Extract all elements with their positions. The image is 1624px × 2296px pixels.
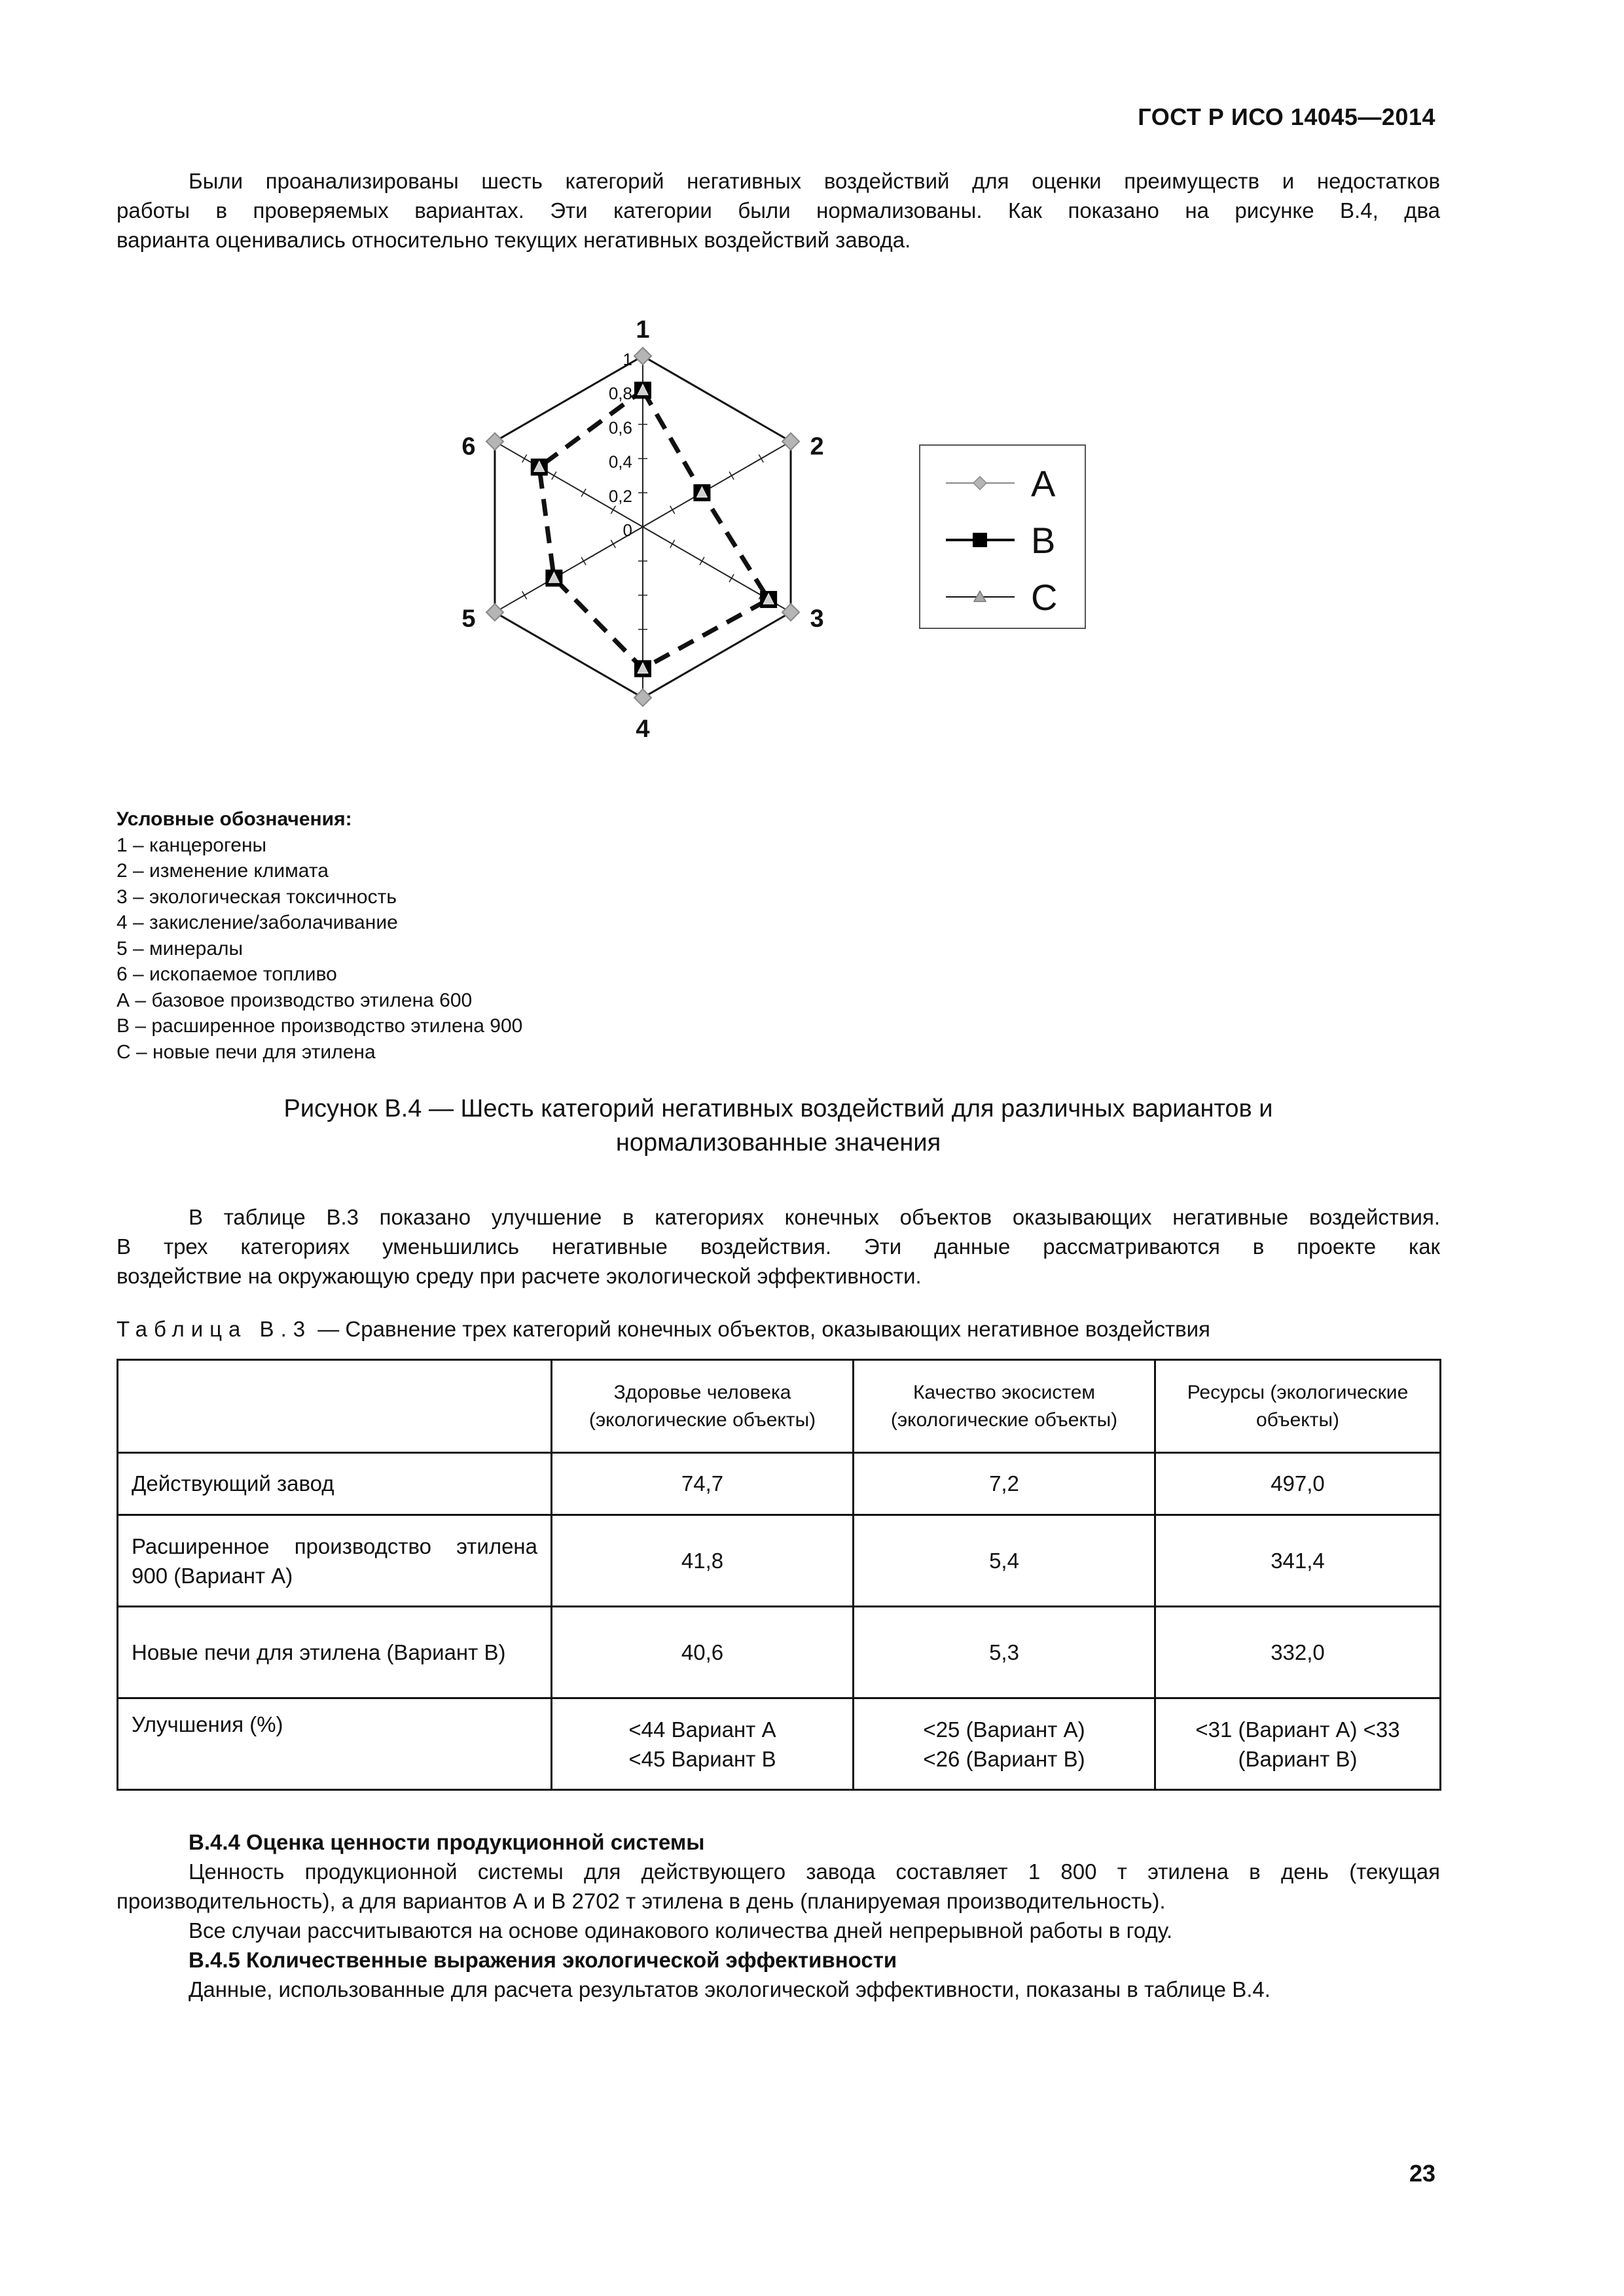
axis-category-label: 6: [461, 433, 476, 461]
axis-tick: [581, 489, 586, 497]
para-line: воздействие на окружающую среду при расчете экологической эффективности.: [117, 1264, 922, 1288]
cell-line: <31 (Вариант А) <33: [1195, 1717, 1400, 1742]
axis-category-label: 1: [636, 316, 650, 344]
cell-value: 40,6: [552, 1607, 854, 1698]
cell-value: 341,4: [1155, 1515, 1441, 1607]
row-name: Новые печи для этилена (Вариант В): [118, 1607, 552, 1698]
axis-category-label: 5: [461, 605, 476, 633]
series-b-line: [539, 390, 768, 668]
legend-item: С – новые печи для этилена: [117, 1041, 376, 1063]
figure-caption-line: нормализованные значения: [615, 1129, 941, 1157]
axis-category-label: 4: [636, 715, 650, 743]
table-caption-label: Таблица В.3: [117, 1317, 312, 1341]
page-number: 23: [1409, 2160, 1435, 2187]
legend-item: 5 – минералы: [117, 937, 244, 960]
legend-item: 1 – канцерогены: [117, 834, 267, 856]
row-name: Действующий завод: [118, 1453, 552, 1515]
legend-item: 6 – ископаемое топливо: [117, 963, 337, 985]
table-caption: [117, 1317, 1210, 1342]
legend-entry-a: A: [1031, 463, 1056, 504]
axis-tick: [611, 506, 615, 514]
document-header: ГОСТ Р ИСО 14045—2014: [1138, 103, 1435, 130]
para-line: В таблице В.3 показано улучшение в категориях конечных объектов оказывающих негативные воздействия.: [189, 1205, 1440, 1229]
cell-line: <45 Вариант В: [628, 1746, 776, 1771]
axis-tick: [759, 455, 763, 463]
table-header-cell: Качество экосистем (экологические объекты): [854, 1360, 1155, 1453]
legend-marker-b: [973, 533, 987, 547]
cell-line: <26 (Вариант В): [923, 1746, 1085, 1771]
axis-tick: [670, 506, 675, 514]
table-row: [118, 1607, 1441, 1698]
intro-line: варианта оценивались относительно текущих негативных воздействий завода.: [117, 228, 911, 252]
table-row: [118, 1698, 1441, 1790]
scale-tick-label: 0,4: [608, 452, 632, 472]
axis-tick: [522, 455, 527, 463]
section-title: В.4.4 Оценка ценности продукционной системы: [189, 1830, 705, 1854]
axis-tick: [552, 472, 556, 480]
scale-tick-label: 0,8: [608, 384, 632, 404]
table-header-cell: [118, 1360, 552, 1453]
para-line: В трех категориях уменьшились негативные воздействия. Эти данные рассматриваются в проекте как: [117, 1234, 1440, 1259]
series-a-marker: [486, 604, 503, 621]
legend-item: 3 – экологическая токсичность: [117, 886, 397, 908]
series-a-marker: [634, 348, 651, 365]
cell-value: 332,0: [1155, 1607, 1441, 1698]
axis-tick: [611, 540, 615, 548]
legend-item: 2 – изменение климата: [117, 860, 329, 882]
table-caption-text: — Сравнение трех категорий конечных объектов, оказывающих негативное воздействия: [317, 1317, 1210, 1341]
scale-tick-label: 1: [623, 350, 632, 369]
axis-tick: [729, 574, 734, 582]
row-name: Расширенное производство этилена 900 (Вариант А): [118, 1515, 552, 1607]
axis-category-label: 3: [810, 605, 824, 633]
table-row: [118, 1515, 1441, 1607]
cell-line: (Вариант В): [1238, 1746, 1358, 1771]
table-intro-paragraph: [117, 1202, 1440, 1291]
axis-category-label: 2: [810, 433, 824, 461]
cell-value: [552, 1698, 854, 1790]
comparison-table: [117, 1359, 1441, 1791]
figure-legend: [117, 806, 522, 1065]
cell-value: 497,0: [1155, 1453, 1441, 1515]
table-row: [118, 1453, 1441, 1515]
cell-value: 41,8: [552, 1515, 854, 1607]
section-line: производительность), а для вариантов А и В 2702 т этилена в день (планируемая производительность).: [117, 1889, 1166, 1913]
cell-value: 5,4: [854, 1515, 1155, 1607]
chart-legend-box: [920, 445, 1085, 628]
legend-item: 4 – закисление/заболачивание: [117, 912, 398, 933]
scale-tick-label: 0,2: [608, 486, 632, 506]
figure-caption-line: Рисунок В.4 — Шесть категорий негативных воздействий для различных вариантов и: [283, 1095, 1273, 1122]
cell-value: 5,3: [854, 1607, 1155, 1698]
series-a-marker: [782, 604, 799, 621]
section-line: Данные, использованные для расчета результатов экологической эффективности, показаны в таблице В.4.: [189, 1977, 1271, 2001]
cell-line: <44 Вариант А: [628, 1717, 776, 1742]
cell-value: [1155, 1698, 1441, 1790]
figure-caption: [117, 1092, 1440, 1160]
series-a-marker: [782, 433, 799, 450]
row-name: Улучшения (%): [118, 1698, 552, 1790]
table-header-cell: Здоровье человека (экологические объекты): [552, 1360, 854, 1453]
section-line: Ценность продукционной системы для действующего завода составляет 1 800 т этилена в день (текущая: [189, 1859, 1440, 1884]
scale-tick-label: 0: [623, 520, 632, 540]
cell-line: <25 (Вариант А): [923, 1717, 1085, 1742]
legend-item: А – базовое производство этилена 600: [117, 989, 473, 1011]
legend-item: В – расширенное производство этилена 900: [117, 1015, 523, 1037]
series-a-marker: [634, 689, 651, 706]
cell-value: [854, 1698, 1155, 1790]
scale-tick-label: 0,6: [608, 418, 632, 438]
axis-tick: [581, 557, 586, 565]
axis-tick: [729, 472, 734, 480]
section-b44: [117, 1827, 1440, 2004]
cell-value: 74,7: [552, 1453, 854, 1515]
table-header-row: [118, 1360, 1441, 1453]
axis-tick: [700, 557, 704, 565]
legend-title: Условные обозначения:: [117, 808, 352, 830]
legend-entry-b: B: [1031, 520, 1056, 561]
axis-tick: [670, 540, 675, 548]
radar-chart: [406, 275, 1113, 779]
axis-tick: [522, 591, 527, 599]
intro-paragraph: [117, 166, 1440, 255]
legend-entry-c: C: [1031, 577, 1058, 618]
series-a-marker: [486, 433, 503, 450]
cell-value: 7,2: [854, 1453, 1155, 1515]
section-title: В.4.5 Количественные выражения экологической эффективности: [189, 1948, 897, 1972]
section-line: Все случаи рассчитываются на основе одинакового количества дней непрерывной работы в году.: [189, 1918, 1173, 1943]
intro-line: работы в проверяемых вариантах. Эти категории были нормализованы. Как показано на рисунке В.4, два: [117, 198, 1440, 223]
intro-line: Были проанализированы шесть категорий негативных воздействий для оценки преимуществ и недостатков: [189, 169, 1440, 193]
table-header-cell: Ресурсы (экологические объекты): [1155, 1360, 1441, 1453]
